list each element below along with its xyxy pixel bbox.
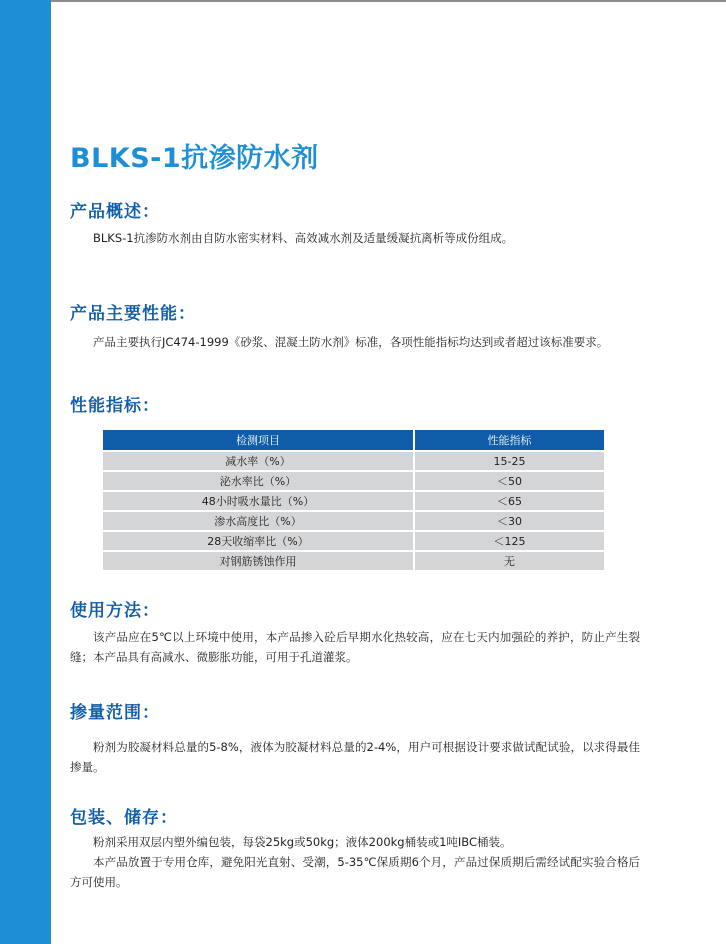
table-cell-item: 泌水率比（%）	[103, 471, 414, 491]
packaging-text-2: 本产品放置于专用仓库，避免阳光直射、受潮，5-35℃保质期6个月，产品过保质期后需经试配实验合格后方可使用。	[70, 855, 640, 889]
packaging-text-1: 粉剂采用双层内塑外编包装，每袋25kg或50kg；液体200kg桶装或1吨IBC桶装。	[93, 835, 512, 849]
table-header-row	[103, 430, 604, 451]
table-header-item: 检测项目	[103, 430, 414, 451]
table-row	[103, 451, 604, 471]
top-rule	[51, 0, 726, 2]
indicators-heading: 性能指标：	[70, 396, 160, 416]
left-accent-bar	[0, 0, 51, 944]
table-row	[103, 551, 604, 570]
table-cell-value: 15-25	[414, 451, 604, 471]
performance-table	[103, 430, 604, 570]
dosage-heading: 掺量范围：	[70, 703, 160, 723]
table-header-value: 性能指标	[414, 430, 604, 451]
table-cell-item: 渗水高度比（%）	[103, 511, 414, 531]
table-row	[103, 491, 604, 511]
overview-text: BLKS-1抗渗防水剂由自防水密实材料、高效减水剂及适量缓凝抗离析等成份组成。	[93, 231, 514, 245]
table-row	[103, 471, 604, 491]
overview-heading: 产品概述：	[70, 202, 160, 222]
page-title: BLKS-1抗渗防水剂	[70, 143, 319, 174]
performance-heading: 产品主要性能：	[70, 304, 196, 324]
table-row	[103, 531, 604, 551]
table-cell-item: 48小时吸水量比（%）	[103, 491, 414, 511]
table-cell-value: ＜125	[414, 531, 604, 551]
table-cell-value: ＜65	[414, 491, 604, 511]
dosage-text: 粉剂为胶凝材料总量的5-8%，液体为胶凝材料总量的2-4%，用户可根据设计要求做试配试验，以求得最佳掺量。	[70, 740, 640, 774]
performance-text: 产品主要执行JC474-1999《砂浆、混凝土防水剂》标准，各项性能指标均达到或者超过该标准要求。	[93, 335, 609, 349]
usage-heading: 使用方法：	[70, 601, 160, 621]
table-cell-value: ＜50	[414, 471, 604, 491]
table-cell-value: ＜30	[414, 511, 604, 531]
table-cell-value: 无	[414, 551, 604, 570]
usage-text: 该产品应在5℃以上环境中使用，本产品掺入砼后早期水化热较高，应在七天内加强砼的养护，防止产生裂缝；本产品具有高减水、微膨胀功能，可用于孔道灌浆。	[70, 630, 640, 664]
table-cell-item: 减水率（%）	[103, 451, 414, 471]
table-row	[103, 511, 604, 531]
packaging-heading: 包装、储存：	[70, 808, 178, 828]
table-cell-item: 28天收缩率比（%）	[103, 531, 414, 551]
table-cell-item: 对钢筋锈蚀作用	[103, 551, 414, 570]
